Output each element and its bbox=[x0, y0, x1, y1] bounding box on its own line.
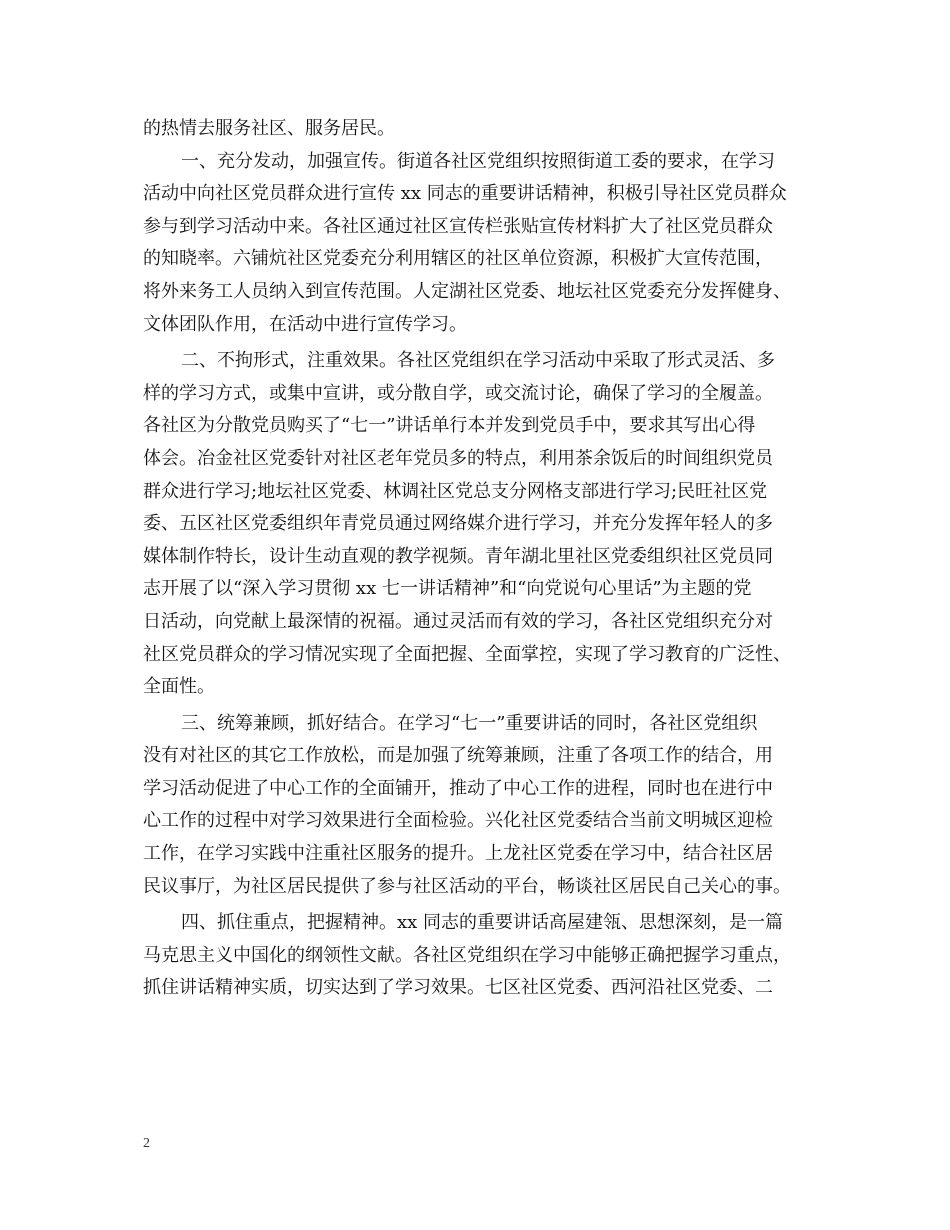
text-line: 委、五区社区党委组织年青党员通过网络媒介进行学习，并充分发挥年轻人的多 bbox=[143, 513, 773, 535]
paragraph-3-heading-line: 三、统筹兼顾，抓好结合。在学习“七一”重要讲话的同时，各社区党组织 bbox=[181, 712, 758, 734]
paragraph-4-heading-line: 四、抓住重点，把握精神。xx 同志的重要讲话高屋建瓴、思想深刻，是一篇 bbox=[181, 912, 784, 934]
text-line: 心工作的过程中对学习效果进行全面检验。兴化社区党委结合当前文明城区迎检 bbox=[143, 810, 773, 832]
text-line: 学习活动促进了中心工作的全面铺开，推动了中心工作的进程，同时也在进行中 bbox=[143, 777, 773, 799]
text-line: 各社区为分散党员购买了“七一”讲话单行本并发到党员手中，要求其写出心得 bbox=[143, 415, 756, 437]
text-line: 样的学习方式，或集中宣讲，或分散自学，或交流讨论，确保了学习的全履盖。 bbox=[143, 382, 773, 404]
text-line: 全面性。 bbox=[143, 676, 215, 698]
text-line: 社区党员群众的学习情况实现了全面把握、全面掌控，实现了学习教育的广泛性、 bbox=[143, 643, 791, 665]
text-line: 的热情去服务社区、服务居民。 bbox=[143, 118, 395, 139]
paragraph-2-heading-line: 二、不拘形式，注重效果。各社区党组织在学习活动中采取了形式灵活、多 bbox=[181, 350, 775, 372]
text-line: 的知晓率。六铺炕社区党委充分利用辖区的社区单位资源，积极扩大宣传范围， bbox=[143, 248, 773, 270]
text-line: 工作，在学习实践中注重社区服务的提升。上龙社区党委在学习中，结合社区居 bbox=[143, 843, 773, 865]
text-line: 志开展了以“深入学习贯彻 xx 七一讲话精神”和“向党说句心里话”为主题的党 bbox=[143, 578, 752, 600]
text-line: 参与到学习活动中来。各社区通过社区宣传栏张贴宣传材料扩大了社区党员群众 bbox=[143, 215, 773, 237]
text-line: 活动中向社区党员群众进行宣传 xx 同志的重要讲话精神，积极引导社区党员群众 bbox=[143, 183, 787, 205]
text-line: 日活动，向党献上最深情的祝福。通过灵活而有效的学习，各社区党组织充分对 bbox=[143, 610, 773, 632]
text-line: 媒体制作特长，设计生动直观的教学视频。青年湖北里社区党委组织社区党员同 bbox=[143, 545, 773, 567]
page-number: 2 bbox=[143, 1136, 150, 1151]
text-line: 将外来务工人员纳入到宣传范围。人定湖社区党委、地坛社区党委充分发挥健身、 bbox=[143, 280, 791, 302]
text-line: 体会。冶金社区党委针对社区老年党员多的特点，利用茶余饭后的时间组织党员 bbox=[143, 447, 773, 469]
text-line: 文体团队作用，在活动中进行宣传学习。 bbox=[143, 313, 467, 335]
text-line: 群众进行学习;地坛社区党委、林调社区党总支分网格支部进行学习;民旺社区党 bbox=[143, 480, 768, 502]
text-line: 马克思主义中国化的纲领性文献。各社区党组织在学习中能够正确把握学习重点， bbox=[143, 944, 791, 966]
text-line: 民议事厅，为社区居民提供了参与社区活动的平台，畅谈社区居民自己关心的事。 bbox=[143, 875, 791, 897]
text-line: 抓住讲话精神实质，切实达到了学习效果。七区社区党委、西河沿社区党委、二 bbox=[143, 977, 773, 999]
paragraph-1-heading-line: 一、充分发动，加强宣传。街道各社区党组织按照街道工委的要求，在学习 bbox=[181, 150, 775, 172]
body-text bbox=[143, 113, 823, 1005]
text-line: 没有对社区的其它工作放松，而是加强了统筹兼顾，注重了各项工作的结合，用 bbox=[143, 745, 773, 767]
